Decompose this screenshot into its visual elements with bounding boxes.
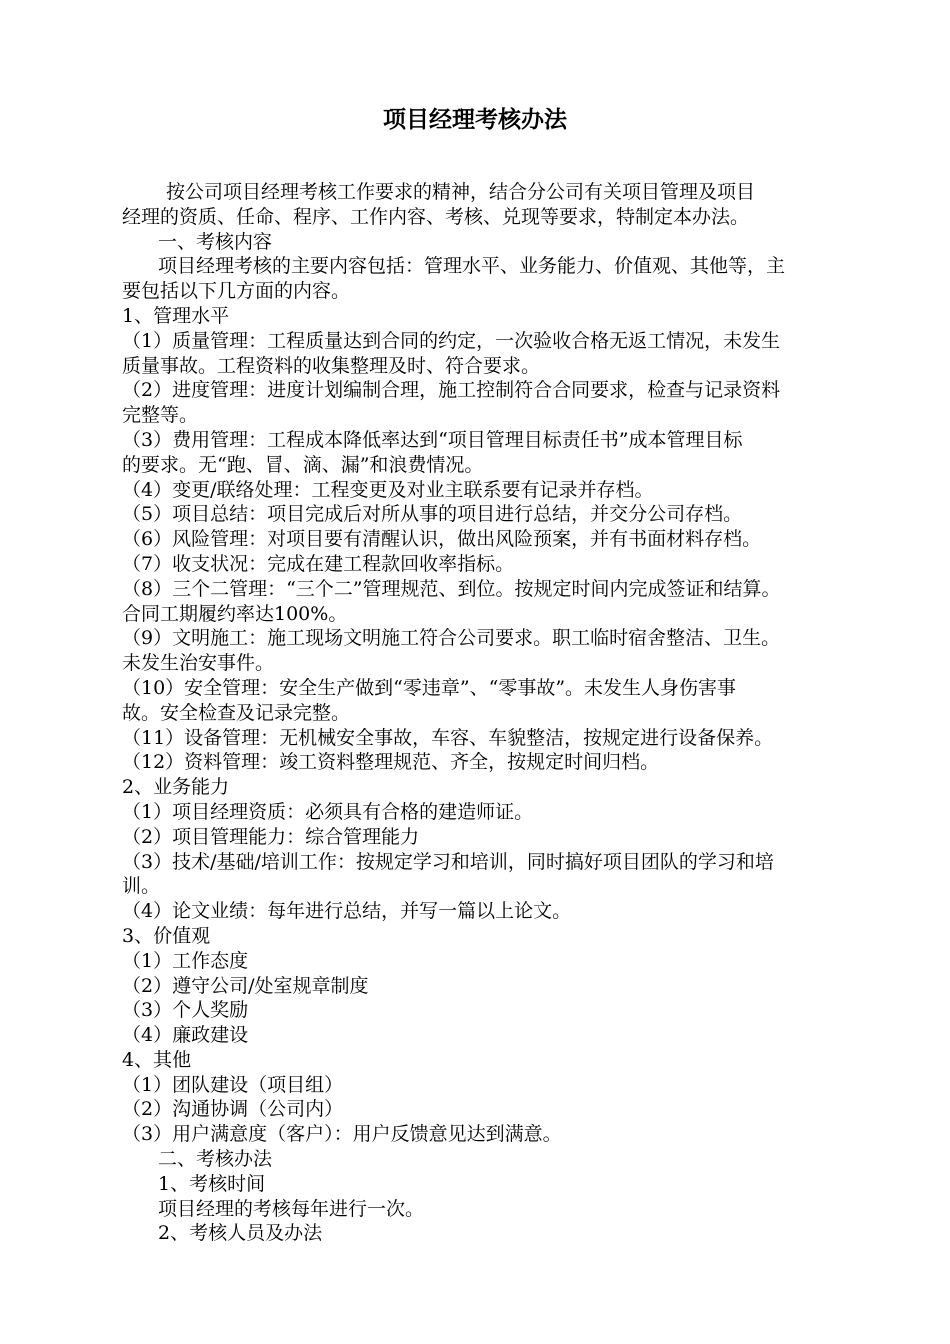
list-item: （8）三个二管理：“三个二”管理规范、到位。按规定时间内完成签证和结算。 [122, 577, 781, 600]
list-item: （1）项目经理资质：必须具有合格的建造师证。 [122, 800, 534, 823]
list-item: （4）论文业绩：每年进行总结，并写一篇以上论文。 [122, 900, 572, 923]
list-item: （4）廉政建设 [122, 1024, 249, 1047]
list-item: （2）沟通协调（公司内） [122, 1098, 344, 1121]
list-item: （3）费用管理：工程成本降低率达到“项目管理目标责任书”成本管理目标 [122, 428, 743, 451]
document-body [122, 180, 867, 1246]
subsection-heading: 1、管理水平 [122, 304, 230, 327]
list-item: （11）设备管理：无机械安全事故，车容、车貌整洁，按规定进行设备保养。 [122, 726, 774, 749]
list-item: （9）文明施工：施工现场文明施工符合公司要求。职工临时宿舍整洁、卫生。 [122, 627, 781, 650]
subsection-heading: 2、考核人员及办法 [158, 1222, 323, 1245]
list-item: （3）用户满意度（客户）：用户反馈意见达到满意。 [122, 1123, 562, 1146]
list-item-continuation: 质量事故。工程资料的收集整理及时、符合要求。 [122, 354, 541, 377]
list-item: （5）项目总结：项目完成后对所从事的项目进行总结，并交分公司存档。 [122, 503, 743, 526]
list-item-continuation: 的要求。无“跑、冒、滴、漏”和浪费情况。 [122, 453, 484, 476]
list-item-continuation: 合同工期履约率达100%。 [122, 602, 348, 625]
list-item: （3）个人奖励 [122, 999, 249, 1022]
list-item: （2）进度管理：进度计划编制合理，施工控制符合合同要求，检查与记录资料 [122, 379, 781, 402]
list-item: （1）质量管理：工程质量达到合同的约定，一次验收合格无返工情况，未发生 [122, 329, 781, 352]
list-item: （3）技术/基础/培训工作：按规定学习和培训，同时搞好项目团队的学习和培 [122, 850, 774, 873]
list-item: （1）工作态度 [122, 949, 249, 972]
subsection-heading: 2、业务能力 [122, 776, 230, 799]
list-item-continuation: 完整等。 [122, 404, 199, 427]
list-item: （6）风险管理：对项目要有清醒认识，做出风险预案，并有书面材料存档。 [122, 528, 762, 551]
document-title: 项目经理考核办法 [383, 106, 567, 133]
section-heading: 二、考核办法 [158, 1148, 273, 1171]
subsection-heading: 3、价值观 [122, 924, 211, 947]
list-item: （1）团队建设（项目组） [122, 1073, 344, 1096]
subsection-heading: 4、其他 [122, 1048, 192, 1071]
paragraph-line: 项目经理的考核每年进行一次。 [158, 1197, 425, 1220]
list-item-continuation: 故。安全检查及记录完整。 [122, 701, 351, 724]
list-item: （2）项目管理能力：综合管理能力 [122, 825, 420, 848]
list-item: （7）收支状况：完成在建工程款回收率指标。 [122, 552, 515, 575]
paragraph-line: 按公司项目经理考核工作要求的精神，结合分公司有关项目管理及项目 [166, 181, 756, 203]
section-heading: 一、考核内容 [158, 230, 273, 253]
list-item-continuation: 未发生治安事件。 [122, 652, 275, 675]
list-item: （2）遵守公司/处室规章制度 [122, 974, 369, 997]
paragraph-line: 项目经理考核的主要内容包括：管理水平、业务能力、价值观、其他等，主 [158, 255, 786, 278]
paragraph-line: 要包括以下几方面的内容。 [122, 280, 351, 303]
list-item: （10）安全管理：安全生产做到“零违章”、“零事故”。未发生人身伤害事 [122, 676, 737, 699]
paragraph-line: 经理的资质、任命、程序、工作内容、考核、兑现等要求，特制定本办法。 [122, 205, 750, 228]
list-item: （4）变更/联络处理：工程变更及对业主联系要有记录并存档。 [122, 478, 654, 501]
list-item: （12）资料管理：竣工资料整理规范、齐全，按规定时间归档。 [122, 751, 660, 774]
subsection-heading: 1、考核时间 [158, 1172, 266, 1195]
list-item-continuation: 训。 [122, 875, 161, 898]
